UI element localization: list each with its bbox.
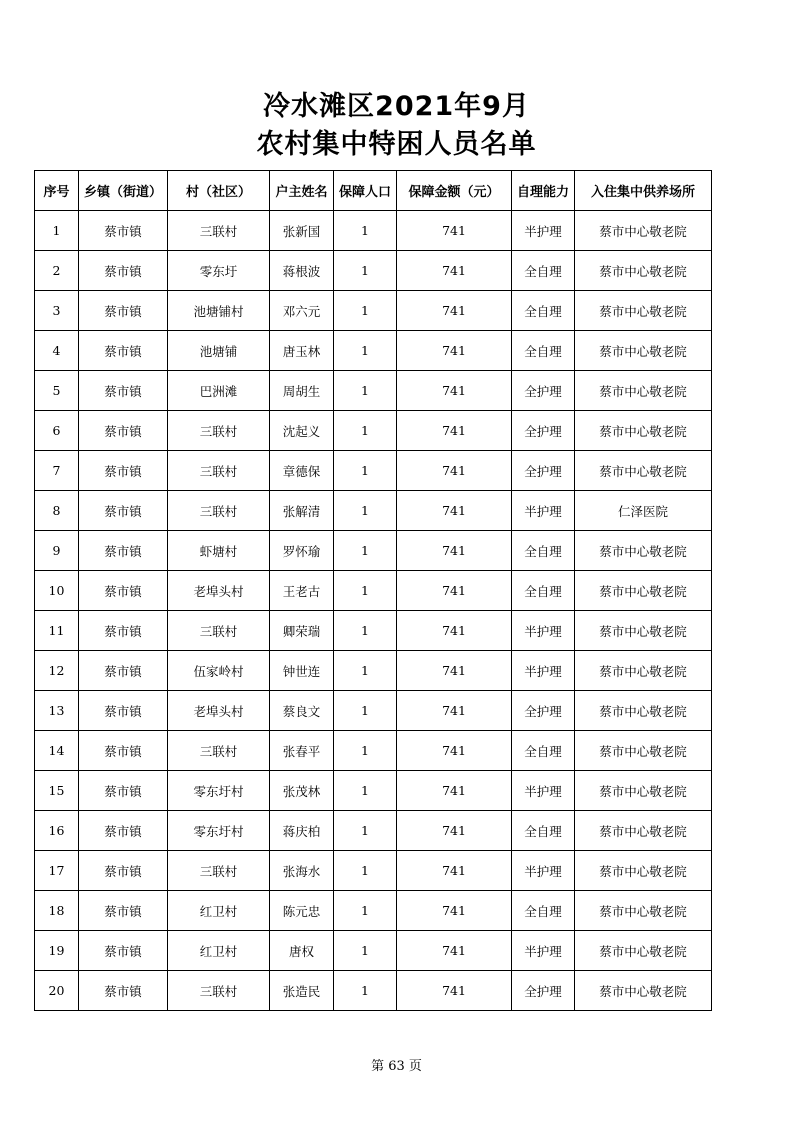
cell-covered-population: 1: [334, 771, 397, 811]
cell-township: 蔡市镇: [79, 931, 168, 971]
cell-covered-population: 1: [334, 611, 397, 651]
cell-care-facility: 蔡市中心敬老院: [575, 371, 712, 411]
cell-householder-name: 张新国: [270, 211, 334, 251]
cell-village: 三联村: [168, 851, 270, 891]
cell-self-care-ability: 全自理: [512, 891, 575, 931]
cell-serial-number: 8: [35, 491, 79, 531]
cell-township: 蔡市镇: [79, 811, 168, 851]
table-row: [35, 931, 712, 971]
table-header-row: [35, 171, 712, 211]
cell-serial-number: 13: [35, 691, 79, 731]
header-care-facility: 入住集中供养场所: [575, 171, 712, 211]
cell-covered-population: 1: [334, 691, 397, 731]
cell-village: 红卫村: [168, 931, 270, 971]
cell-benefit-amount: 741: [397, 731, 512, 771]
cell-serial-number: 9: [35, 531, 79, 571]
cell-township: 蔡市镇: [79, 411, 168, 451]
cell-care-facility: 蔡市中心敬老院: [575, 611, 712, 651]
cell-covered-population: 1: [334, 971, 397, 1011]
cell-self-care-ability: 全自理: [512, 291, 575, 331]
cell-village: 老埠头村: [168, 571, 270, 611]
cell-village: 三联村: [168, 211, 270, 251]
cell-householder-name: 沈起义: [270, 411, 334, 451]
cell-covered-population: 1: [334, 411, 397, 451]
cell-benefit-amount: 741: [397, 291, 512, 331]
cell-covered-population: 1: [334, 211, 397, 251]
table-row: [35, 611, 712, 651]
cell-serial-number: 7: [35, 451, 79, 491]
cell-self-care-ability: 半护理: [512, 851, 575, 891]
cell-care-facility: 蔡市中心敬老院: [575, 891, 712, 931]
cell-benefit-amount: 741: [397, 651, 512, 691]
cell-benefit-amount: 741: [397, 491, 512, 531]
cell-self-care-ability: 半护理: [512, 611, 575, 651]
cell-village: 三联村: [168, 611, 270, 651]
cell-village: 零东圩村: [168, 771, 270, 811]
cell-village: 三联村: [168, 451, 270, 491]
cell-township: 蔡市镇: [79, 491, 168, 531]
table-row: [35, 211, 712, 251]
cell-benefit-amount: 741: [397, 891, 512, 931]
cell-care-facility: 蔡市中心敬老院: [575, 731, 712, 771]
cell-village: 池塘铺: [168, 331, 270, 371]
cell-benefit-amount: 741: [397, 691, 512, 731]
cell-benefit-amount: 741: [397, 931, 512, 971]
cell-covered-population: 1: [334, 531, 397, 571]
table-row: [35, 651, 712, 691]
cell-village: 三联村: [168, 971, 270, 1011]
cell-self-care-ability: 全自理: [512, 331, 575, 371]
cell-householder-name: 陈元忠: [270, 891, 334, 931]
cell-township: 蔡市镇: [79, 571, 168, 611]
table-row: [35, 371, 712, 411]
cell-care-facility: 蔡市中心敬老院: [575, 851, 712, 891]
cell-township: 蔡市镇: [79, 971, 168, 1011]
header-village: 村（社区）: [168, 171, 270, 211]
cell-benefit-amount: 741: [397, 851, 512, 891]
cell-self-care-ability: 半护理: [512, 491, 575, 531]
cell-benefit-amount: 741: [397, 211, 512, 251]
table-row: [35, 691, 712, 731]
cell-serial-number: 17: [35, 851, 79, 891]
cell-care-facility: 蔡市中心敬老院: [575, 971, 712, 1011]
cell-benefit-amount: 741: [397, 531, 512, 571]
cell-benefit-amount: 741: [397, 771, 512, 811]
cell-serial-number: 4: [35, 331, 79, 371]
cell-householder-name: 钟世连: [270, 651, 334, 691]
cell-serial-number: 15: [35, 771, 79, 811]
cell-covered-population: 1: [334, 811, 397, 851]
cell-village: 池塘铺村: [168, 291, 270, 331]
cell-covered-population: 1: [334, 331, 397, 371]
cell-covered-population: 1: [334, 851, 397, 891]
table-row: [35, 891, 712, 931]
cell-householder-name: 张春平: [270, 731, 334, 771]
cell-care-facility: 蔡市中心敬老院: [575, 411, 712, 451]
cell-householder-name: 张海水: [270, 851, 334, 891]
table-row: [35, 771, 712, 811]
cell-township: 蔡市镇: [79, 251, 168, 291]
cell-covered-population: 1: [334, 731, 397, 771]
cell-benefit-amount: 741: [397, 411, 512, 451]
cell-township: 蔡市镇: [79, 331, 168, 371]
cell-village: 三联村: [168, 731, 270, 771]
cell-village: 三联村: [168, 411, 270, 451]
cell-self-care-ability: 半护理: [512, 651, 575, 691]
cell-self-care-ability: 半护理: [512, 211, 575, 251]
table-row: [35, 811, 712, 851]
cell-householder-name: 蔡良文: [270, 691, 334, 731]
cell-benefit-amount: 741: [397, 251, 512, 291]
cell-village: 零东圩村: [168, 811, 270, 851]
cell-care-facility: 蔡市中心敬老院: [575, 811, 712, 851]
cell-township: 蔡市镇: [79, 771, 168, 811]
header-householder-name: 户主姓名: [270, 171, 334, 211]
cell-householder-name: 王老古: [270, 571, 334, 611]
cell-benefit-amount: 741: [397, 611, 512, 651]
header-serial-number: 序号: [35, 171, 79, 211]
cell-township: 蔡市镇: [79, 291, 168, 331]
cell-township: 蔡市镇: [79, 211, 168, 251]
table-row: [35, 851, 712, 891]
cell-covered-population: 1: [334, 491, 397, 531]
cell-township: 蔡市镇: [79, 851, 168, 891]
cell-householder-name: 张解清: [270, 491, 334, 531]
cell-benefit-amount: 741: [397, 971, 512, 1011]
header-covered-population: 保障人口: [334, 171, 397, 211]
cell-care-facility: 蔡市中心敬老院: [575, 251, 712, 291]
cell-care-facility: 蔡市中心敬老院: [575, 771, 712, 811]
cell-householder-name: 章德保: [270, 451, 334, 491]
cell-village: 巴洲滩: [168, 371, 270, 411]
cell-care-facility: 蔡市中心敬老院: [575, 531, 712, 571]
table-row: [35, 531, 712, 571]
cell-self-care-ability: 全自理: [512, 251, 575, 291]
cell-care-facility: 蔡市中心敬老院: [575, 211, 712, 251]
cell-householder-name: 唐权: [270, 931, 334, 971]
cell-self-care-ability: 全自理: [512, 811, 575, 851]
cell-self-care-ability: 全护理: [512, 411, 575, 451]
cell-township: 蔡市镇: [79, 611, 168, 651]
cell-self-care-ability: 全护理: [512, 971, 575, 1011]
cell-self-care-ability: 全护理: [512, 371, 575, 411]
table-row: [35, 451, 712, 491]
cell-householder-name: 卿荣瑞: [270, 611, 334, 651]
cell-serial-number: 3: [35, 291, 79, 331]
cell-township: 蔡市镇: [79, 651, 168, 691]
cell-benefit-amount: 741: [397, 571, 512, 611]
cell-township: 蔡市镇: [79, 531, 168, 571]
cell-self-care-ability: 全护理: [512, 451, 575, 491]
cell-householder-name: 张造民: [270, 971, 334, 1011]
cell-benefit-amount: 741: [397, 371, 512, 411]
cell-covered-population: 1: [334, 371, 397, 411]
cell-covered-population: 1: [334, 891, 397, 931]
cell-covered-population: 1: [334, 571, 397, 611]
cell-serial-number: 10: [35, 571, 79, 611]
cell-village: 三联村: [168, 491, 270, 531]
table-row: [35, 571, 712, 611]
cell-self-care-ability: 全护理: [512, 691, 575, 731]
table-body: [35, 211, 712, 1011]
cell-householder-name: 唐玉林: [270, 331, 334, 371]
cell-serial-number: 1: [35, 211, 79, 251]
cell-care-facility: 蔡市中心敬老院: [575, 931, 712, 971]
cell-care-facility: 仁泽医院: [575, 491, 712, 531]
document-title-line1: 冷水滩区2021年9月: [263, 91, 530, 122]
cell-care-facility: 蔡市中心敬老院: [575, 331, 712, 371]
cell-village: 老埠头村: [168, 691, 270, 731]
cell-householder-name: 罗怀瑜: [270, 531, 334, 571]
cell-care-facility: 蔡市中心敬老院: [575, 651, 712, 691]
table-row: [35, 971, 712, 1011]
cell-covered-population: 1: [334, 651, 397, 691]
cell-serial-number: 6: [35, 411, 79, 451]
cell-care-facility: 蔡市中心敬老院: [575, 451, 712, 491]
table-row: [35, 291, 712, 331]
cell-covered-population: 1: [334, 931, 397, 971]
cell-householder-name: 蒋根波: [270, 251, 334, 291]
cell-township: 蔡市镇: [79, 891, 168, 931]
cell-serial-number: 18: [35, 891, 79, 931]
cell-township: 蔡市镇: [79, 371, 168, 411]
cell-householder-name: 蒋庆柏: [270, 811, 334, 851]
cell-householder-name: 张茂林: [270, 771, 334, 811]
cell-benefit-amount: 741: [397, 451, 512, 491]
cell-self-care-ability: 全自理: [512, 731, 575, 771]
table-row: [35, 491, 712, 531]
cell-householder-name: 周胡生: [270, 371, 334, 411]
cell-township: 蔡市镇: [79, 691, 168, 731]
roster-table: [34, 170, 712, 1011]
page-number: 第 63 页: [371, 1059, 422, 1074]
cell-serial-number: 16: [35, 811, 79, 851]
cell-serial-number: 14: [35, 731, 79, 771]
table-row: [35, 251, 712, 291]
cell-benefit-amount: 741: [397, 811, 512, 851]
cell-self-care-ability: 全自理: [512, 571, 575, 611]
document-title-line2: 农村集中特困人员名单: [256, 129, 537, 160]
header-benefit-amount: 保障金额（元）: [397, 171, 512, 211]
cell-householder-name: 邓六元: [270, 291, 334, 331]
header-township: 乡镇（街道）: [79, 171, 168, 211]
cell-self-care-ability: 半护理: [512, 771, 575, 811]
header-self-care-ability: 自理能力: [512, 171, 575, 211]
cell-self-care-ability: 半护理: [512, 931, 575, 971]
cell-serial-number: 11: [35, 611, 79, 651]
table-row: [35, 731, 712, 771]
cell-care-facility: 蔡市中心敬老院: [575, 691, 712, 731]
table-row: [35, 331, 712, 371]
cell-serial-number: 12: [35, 651, 79, 691]
cell-self-care-ability: 全自理: [512, 531, 575, 571]
cell-care-facility: 蔡市中心敬老院: [575, 571, 712, 611]
cell-township: 蔡市镇: [79, 731, 168, 771]
cell-care-facility: 蔡市中心敬老院: [575, 291, 712, 331]
cell-serial-number: 2: [35, 251, 79, 291]
table-row: [35, 411, 712, 451]
cell-covered-population: 1: [334, 291, 397, 331]
cell-village: 红卫村: [168, 891, 270, 931]
cell-serial-number: 5: [35, 371, 79, 411]
cell-serial-number: 20: [35, 971, 79, 1011]
cell-village: 伍家岭村: [168, 651, 270, 691]
cell-covered-population: 1: [334, 451, 397, 491]
cell-village: 虾塘村: [168, 531, 270, 571]
cell-township: 蔡市镇: [79, 451, 168, 491]
cell-benefit-amount: 741: [397, 331, 512, 371]
cell-serial-number: 19: [35, 931, 79, 971]
cell-village: 零东圩: [168, 251, 270, 291]
cell-covered-population: 1: [334, 251, 397, 291]
